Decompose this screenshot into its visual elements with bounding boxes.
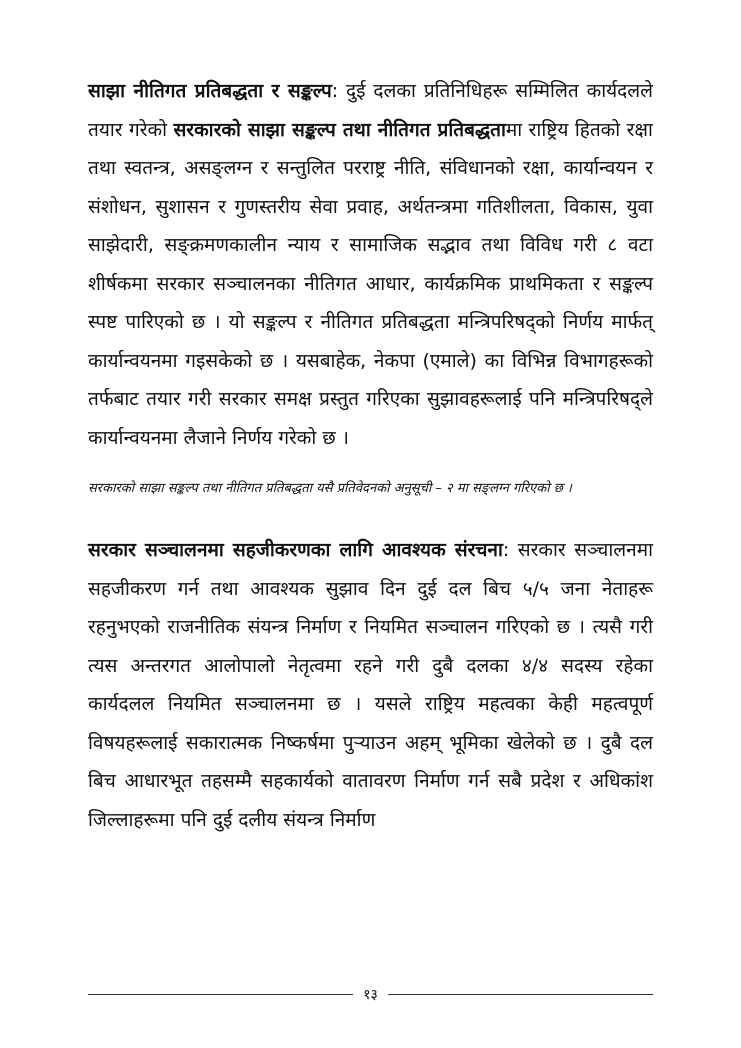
- paragraph-heading: सरकार सञ्चालनमा सहजीकरणका लागि आवश्यक संरचना: [88, 539, 503, 561]
- page-footer: [88, 984, 653, 1004]
- footer-rule-right: [388, 994, 653, 995]
- page-number: १३: [363, 986, 378, 1003]
- bold-phrase: सरकारको साझा सङ्कल्प तथा नीतिगत प्रतिबद्धता: [173, 118, 506, 141]
- paragraph-coordination-structure: [88, 531, 653, 839]
- paragraph-shared-commitment: [88, 72, 653, 457]
- paragraph-heading: साझा नीतिगत प्रतिबद्धता र सङ्कल्प: [88, 80, 332, 102]
- page-body: [88, 72, 653, 839]
- footer-rule-left: [88, 994, 353, 995]
- paragraph-text: : सरकार सञ्चालनमा सहजीकरण गर्न तथा आवश्यक सुझाव दिन दुई दल बिच ५/५ जना नेताहरू रहनुभएको राजनीतिक संयन्त्र निर्माण र नियमित सञ्चालन गरिएको छ । त्यसै गरी त्यस अन्तरगत आलोपालो नेतृत्वमा रहने गरी दुबै दलका ४/४ सदस्य रहेका कार्यदलल नियमित सञ्चालनमा छ । यसले राष्ट्रिय महत्वका केही महत्वपूर्ण विषयहरूलाई सकारात्मक निष्कर्षमा पुर्‍याउन अहम् भूमिका खेलेको छ । दुबै दल बिच आधारभूत तहसम्मै सहकार्यको वातावरण निर्माण गर्न सबै प्रदेश र अधिकांश जिल्लाहरूमा पनि दुई दलीय संयन्त्र निर्माण: [88, 539, 653, 831]
- annex-note: सरकारको साझा सङ्कल्प तथा नीतिगत प्रतिबद्धता यसै प्रतिवेदनको अनुसूची – २ मा सङ्लग्न गरिएको छ ।: [88, 481, 572, 496]
- paragraph-text: : दुई दलका प्रतिनिधिहरू सम्मिलित कार्यदलले तयार गरेको: [88, 80, 653, 141]
- paragraph-text: मा राष्ट्रिय हितको रक्षा तथा स्वतन्त्र, असङ्लग्न र सन्तुलित परराष्ट्र नीति, संविधानको रक्षा, कार्यान्वयन र संशोधन, सुशासन र गुणस्तरीय सेवा प्रवाह, अर्थतन्त्रमा गतिशीलता, विकास, युवा साझेदारी, सङ्क्रमणकालीन न्याय र सामाजिक सद्भाव तथा विविध गरी ८ वटा शीर्षकमा सरकार सञ्चालनका नीतिगत आधार, कार्यक्रमिक प्राथमिकता र सङ्कल्प स्पष्ट पारिएको छ । यो सङ्कल्प र नीतिगत प्रतिबद्धता मन्त्रिपरिषद्को निर्णय मार्फत् कार्यान्वयनमा गइसकेको छ । यसबाहेक, नेकपा (एमाले) का विभिन्न विभागहरूको तर्फबाट तयार गरी सरकार समक्ष प्रस्तुत गरिएका सुझावहरूलाई पनि मन्त्रिपरिषद्ले कार्यान्वयनमा लैजाने निर्णय गरेको छ ।: [88, 118, 653, 449]
